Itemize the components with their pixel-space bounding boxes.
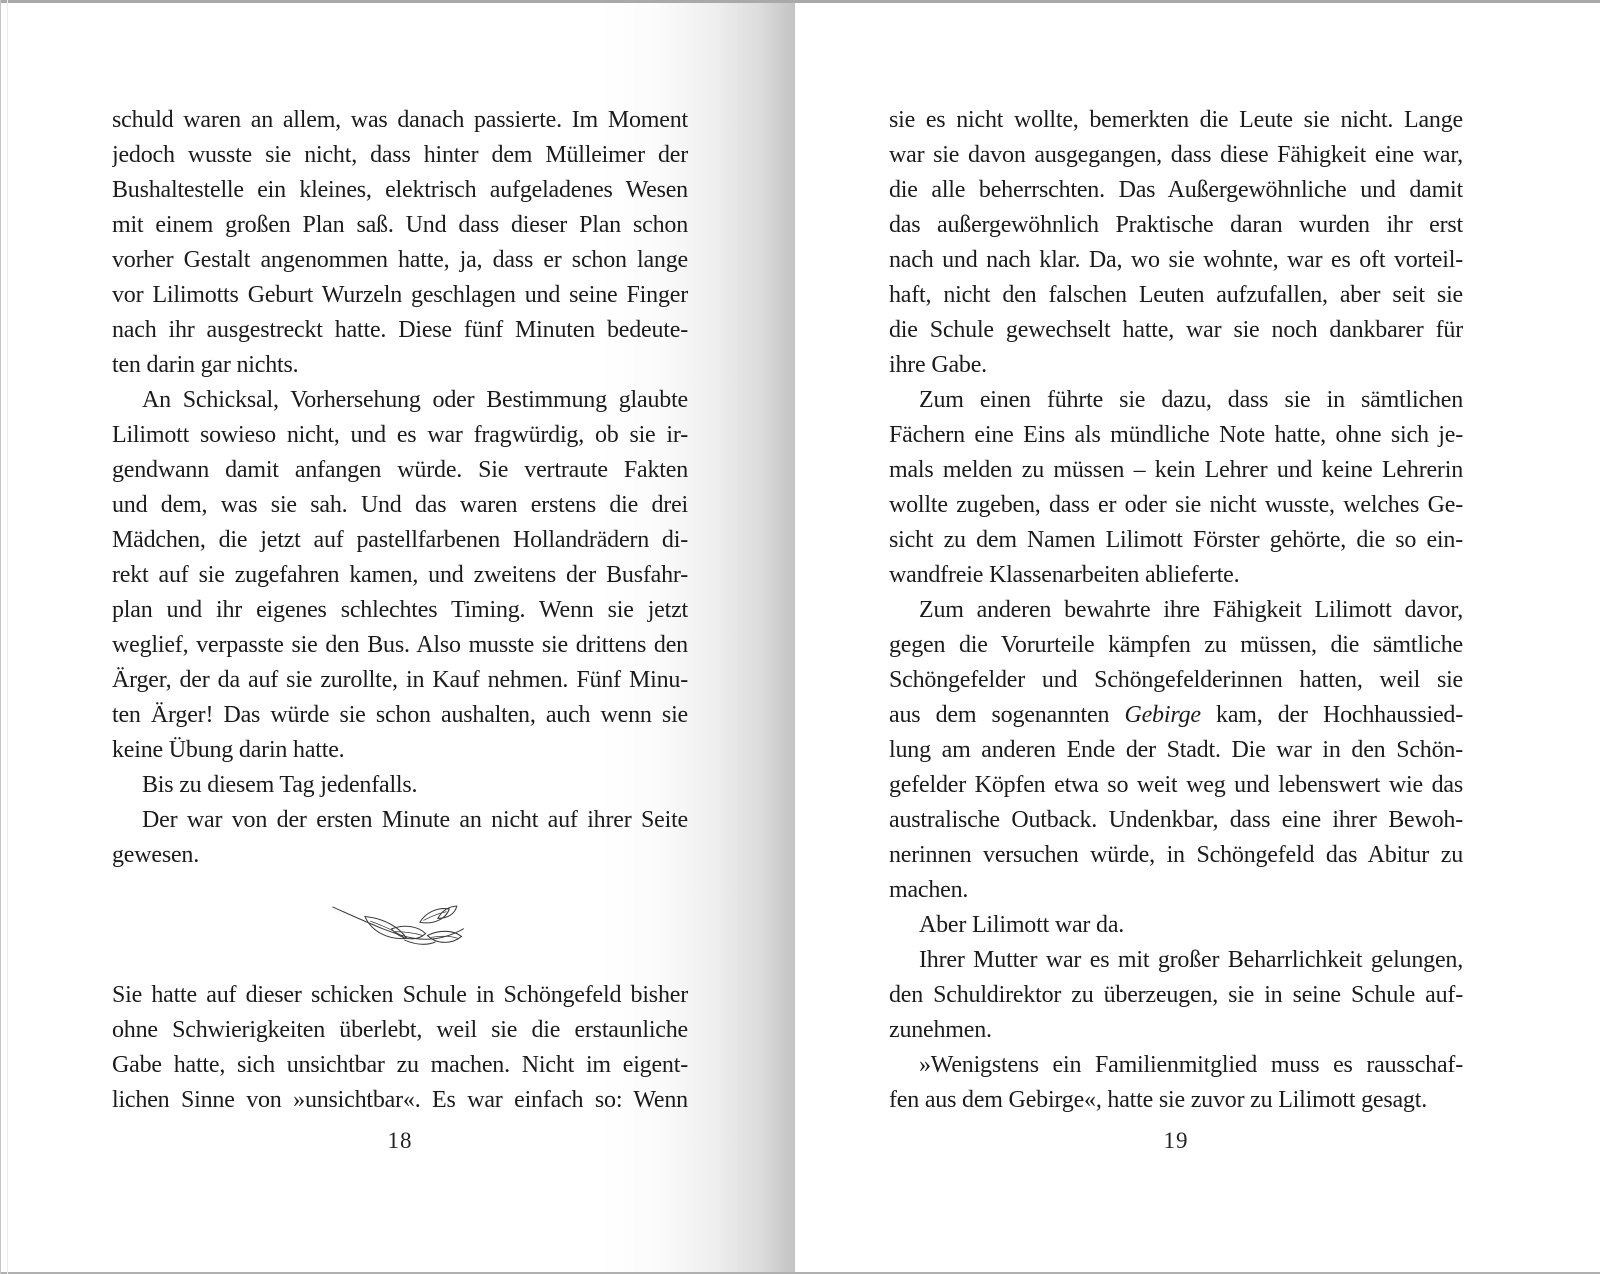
text-line: ohne Schwierigkeiten überlebt, weil sie die erstaunliche: [112, 1017, 688, 1043]
emphasized-word: Gebirge: [1124, 702, 1201, 728]
text-line: wollte zugeben, dass er oder sie nicht wusste, welches Ge-: [889, 492, 1463, 518]
text-line: plan und ihr eigenes schlechtes Timing. Wenn sie jetzt: [112, 597, 688, 623]
text-segment: aus dem sogenannten: [889, 702, 1125, 728]
text-line: lung am anderen Ende der Stadt. Die war in den Schön-: [889, 737, 1463, 763]
text-line: An Schicksal, Vorhersehung oder Bestimmung glaubte: [142, 387, 688, 413]
left-page-text-lower: [112, 978, 688, 1118]
text-line: Aber Lilimott war da.: [919, 912, 1125, 938]
text-line: [889, 698, 1463, 733]
text-line: gegen die Vorurteile kämpfen zu müssen, die sämtliche: [889, 632, 1463, 658]
text-line: Schöngefelder und Schöngefelderinnen hatten, weil sie: [889, 667, 1463, 693]
page-right: [889, 103, 1463, 1153]
page-number-left: 18: [387, 1128, 413, 1153]
text-line: Zum anderen bewahrte ihre Fähigkeit Lilimott davor,: [919, 597, 1463, 623]
page-left-edge-line: [7, 0, 8, 1274]
leaf-branch-icon: [329, 896, 471, 956]
text-line: ten Ärger! Das würde sie schon aushalten, auch wenn sie: [112, 702, 688, 728]
text-line: keine Übung darin hatte.: [112, 737, 345, 763]
section-divider: [112, 873, 688, 978]
text-line: weglief, verpasste sie den Bus. Also musste sie drittens den: [112, 632, 688, 658]
text-line: den Schuldirektor zu überzeugen, sie in seine Schule auf-: [889, 982, 1463, 1008]
text-line: gendwann damit anfangen würde. Sie vertraute Fakten: [112, 457, 688, 483]
text-line: schuld waren an allem, was danach passierte. Im Moment: [112, 107, 688, 133]
text-line: Mädchen, die jetzt auf pastellfarbenen Hollandrädern di-: [112, 527, 688, 553]
text-line: machen.: [889, 877, 969, 903]
left-page-text-upper: [112, 103, 688, 873]
text-line: australische Outback. Undenkbar, dass eine ihrer Bewoh-: [889, 807, 1463, 833]
photo-left-edge: [0, 0, 1, 1274]
page-number-right: 19: [1163, 1128, 1189, 1153]
text-line: wandfreie Klassenarbeiten ablieferte.: [889, 562, 1240, 588]
text-line: nach ihr ausgestreckt hatte. Diese fünf Minuten bedeute-: [112, 317, 688, 343]
text-line: Bis zu diesem Tag jedenfalls.: [142, 772, 418, 798]
text-line: Sie hatte auf dieser schicken Schule in Schöngefeld bisher: [112, 982, 688, 1008]
text-line: die alle beherrschten. Das Außergewöhnliche und damit: [889, 177, 1463, 203]
text-line: vorher Gestalt angenommen hatte, ja, dass er schon lange: [112, 247, 688, 273]
text-line: sicht zu dem Namen Lilimott Förster gehörte, die so ein-: [889, 527, 1463, 553]
text-line: Lilimott sowieso nicht, und es war fragwürdig, ob sie ir-: [112, 422, 688, 448]
text-line: ihre Gabe.: [889, 352, 987, 378]
text-line: jedoch wusste sie nicht, dass hinter dem Mülleimer der: [112, 142, 688, 168]
text-line: Ihrer Mutter war es mit großer Beharrlichkeit gelungen,: [919, 947, 1463, 973]
text-line: »Wenigstens ein Familienmitglied muss es rausschaf-: [919, 1052, 1463, 1078]
text-line: Fächern eine Eins als mündliche Note hatte, ohne sich je-: [889, 422, 1463, 448]
text-line: Bushaltestelle ein kleines, elektrisch aufgeladenes Wesen: [112, 177, 688, 203]
text-line: mit einem großen Plan saß. Und dass dieser Plan schon: [112, 212, 688, 238]
text-line: war sie davon ausgegangen, dass diese Fähigkeit eine war,: [889, 142, 1463, 168]
page-left: [112, 103, 688, 1153]
text-line: gefelder Köpfen etwa so weit weg und lebenswert wie das: [889, 772, 1463, 798]
text-line: sie es nicht wollte, bemerkten die Leute sie nicht. Lange: [889, 107, 1463, 133]
text-line: vor Lilimotts Geburt Wurzeln geschlagen und seine Finger: [112, 282, 688, 308]
text-line: mals melden zu müssen – kein Lehrer und keine Lehrerin: [889, 457, 1463, 483]
text-line: lichen Sinne von »unsichtbar«. Es war einfach so: Wenn: [112, 1087, 688, 1113]
right-page-text: [889, 103, 1463, 1118]
text-line: Ärger, der da auf sie zurollte, in Kauf nehmen. Fünf Minu-: [112, 667, 688, 693]
text-line: nerinnen versuchen würde, in Schöngefeld das Abitur zu: [889, 842, 1463, 868]
text-line: fen aus dem Gebirge«, hatte sie zuvor zu Lilimott gesagt.: [889, 1087, 1427, 1113]
text-line: Zum einen führte sie dazu, dass sie in sämtlichen: [919, 387, 1463, 413]
text-line: die Schule gewechselt hatte, war sie noch dankbarer für: [889, 317, 1463, 343]
text-line: und dem, was sie sah. Und das waren erstens die drei: [112, 492, 688, 518]
text-line: Der war von der ersten Minute an nicht auf ihrer Seite: [142, 807, 688, 833]
photo-top-edge: [0, 0, 1600, 3]
text-line: ten darin gar nichts.: [112, 352, 299, 378]
text-segment: kam, der Hochhaussied-: [1200, 702, 1463, 728]
text-line: nach und nach klar. Da, wo sie wohnte, war es oft vorteil-: [889, 247, 1463, 273]
text-line: rekt auf sie zugefahren kamen, und zweitens der Busfahr-: [112, 562, 688, 588]
text-line: zunehmen.: [889, 1017, 992, 1043]
text-line: gewesen.: [112, 842, 200, 868]
text-line: das außergewöhnlich Praktische daran wurden ihr erst: [889, 212, 1463, 238]
text-line: haft, nicht den falschen Leuten aufzufallen, aber seit sie: [889, 282, 1463, 308]
text-line: Gabe hatte, sich unsichtbar zu machen. Nicht im eigent-: [112, 1052, 688, 1078]
